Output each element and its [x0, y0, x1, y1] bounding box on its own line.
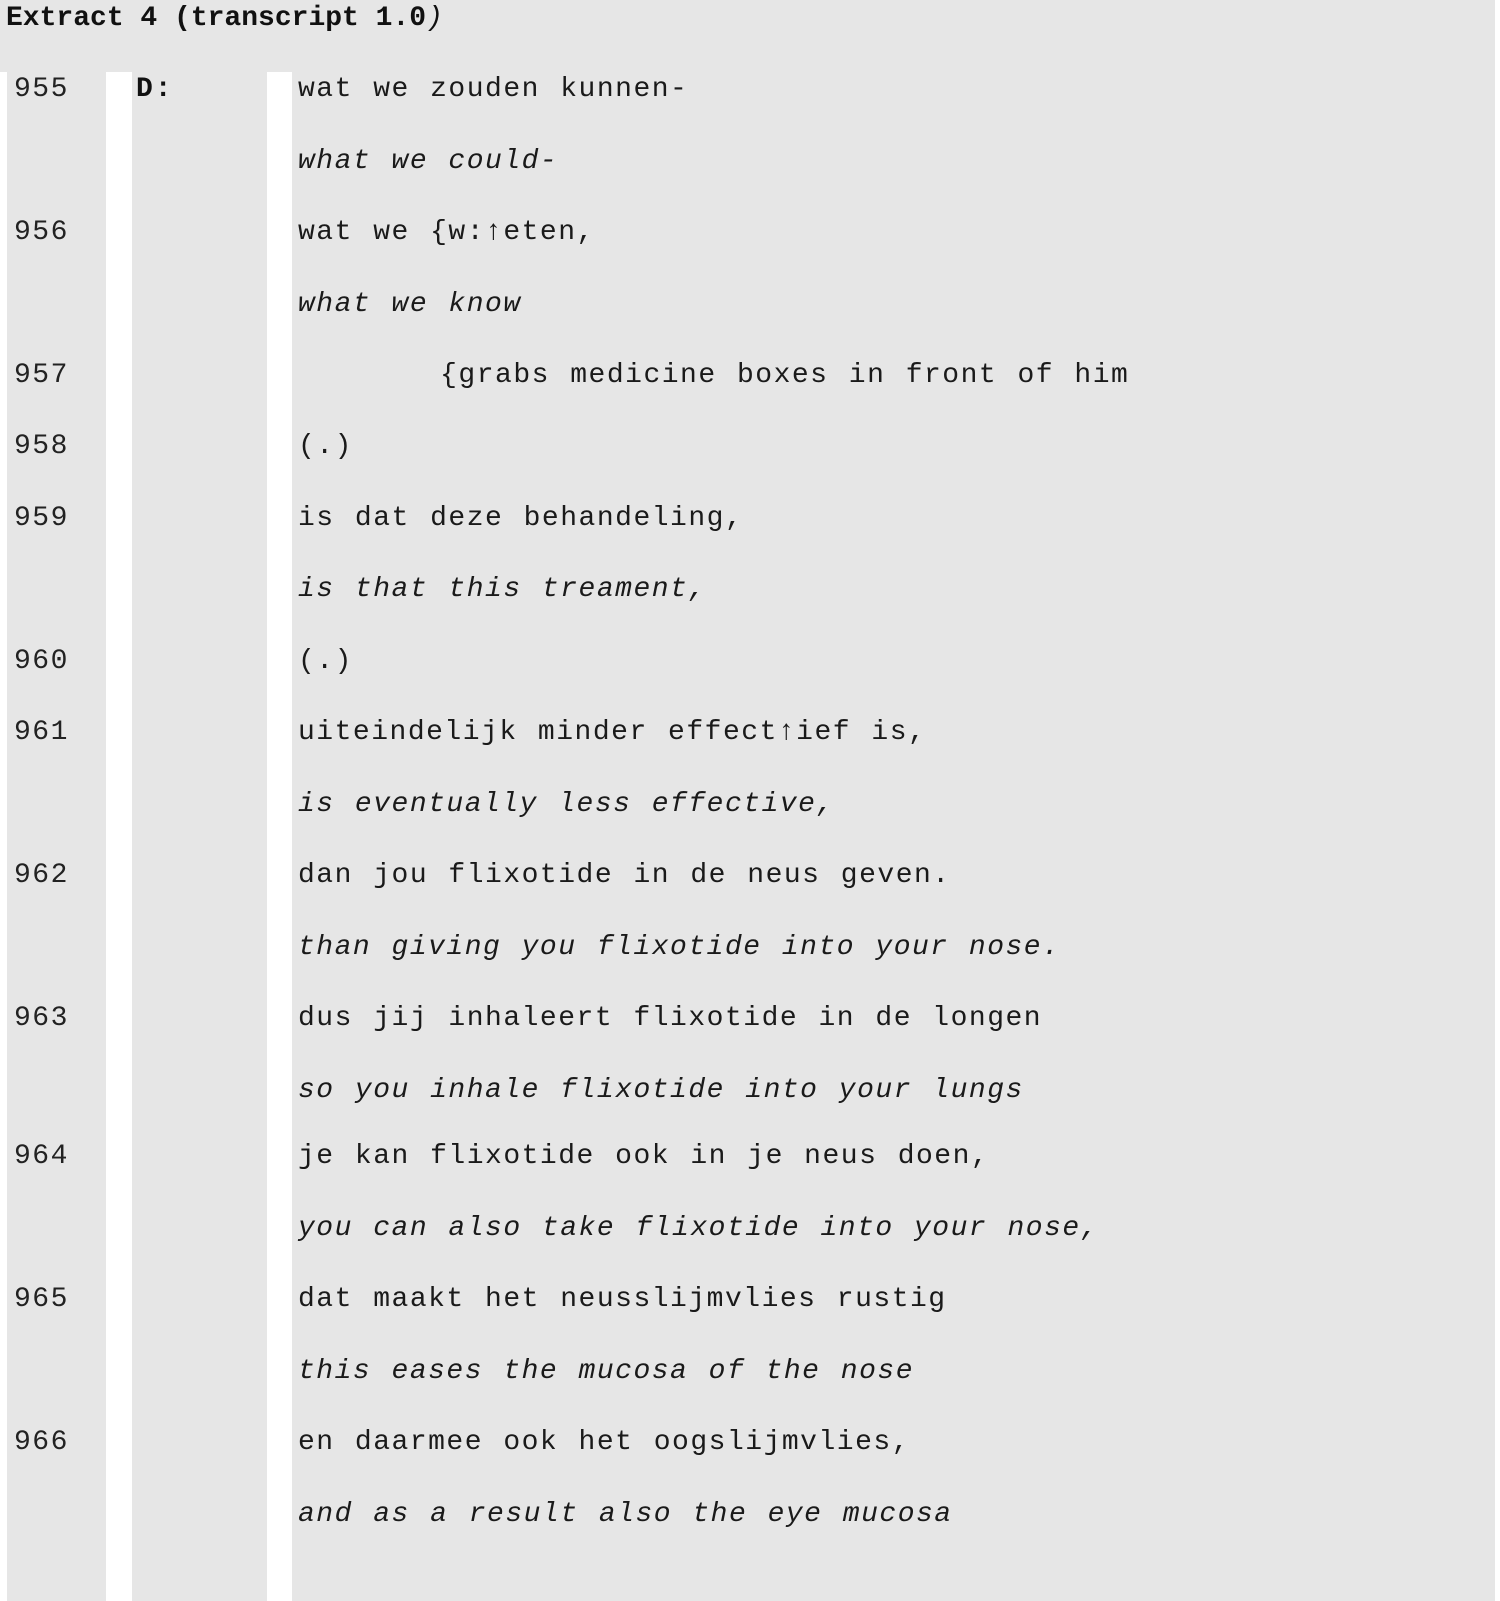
- line-number: 958: [14, 431, 69, 462]
- utterance-text: is dat deze behandeling,: [298, 503, 744, 534]
- utterance-text: wat we {w:↑eten,: [298, 217, 595, 248]
- line-number: 959: [14, 503, 69, 534]
- utterance-text: dus jij inhaleert flixotide in de longen: [298, 1003, 1043, 1034]
- utterance-text: dan jou flixotide in de neus geven.: [298, 860, 951, 891]
- line-number: 955: [14, 74, 69, 105]
- line-number: 962: [14, 860, 69, 891]
- extract-title-closing-paren: ): [426, 3, 443, 34]
- action-annotation: {grabs medicine boxes in front of him: [298, 360, 1130, 391]
- line-number: 965: [14, 1284, 69, 1315]
- line-number: 966: [14, 1427, 69, 1458]
- utterance-translation: is that this treament,: [298, 574, 707, 605]
- utterance-translation: what we could-: [298, 146, 559, 177]
- line-number: 960: [14, 646, 69, 677]
- line-number-column: [7, 72, 106, 1601]
- utterance-text: dat maakt het neusslijmvlies rustig: [298, 1284, 947, 1315]
- line-number: 961: [14, 717, 69, 748]
- utterance-translation: so you inhale flixotide into your lungs: [298, 1075, 1024, 1106]
- speaker-label: D:: [136, 74, 174, 105]
- line-number: 963: [14, 1003, 69, 1034]
- speaker-column: [132, 72, 267, 1601]
- line-number: 957: [14, 360, 69, 391]
- pause-marker: (.): [298, 431, 353, 462]
- utterance-translation: than giving you flixotide into your nose.: [298, 932, 1061, 963]
- extract-title: [6, 2, 443, 36]
- utterance-translation: this eases the mucosa of the nose: [298, 1356, 914, 1387]
- pause-marker: (.): [298, 646, 353, 677]
- utterance-translation: and as a result also the eye mucosa: [298, 1499, 953, 1530]
- utterance-text: je kan flixotide ook in je neus doen,: [298, 1141, 990, 1172]
- line-number: 956: [14, 217, 69, 248]
- line-number: 964: [14, 1141, 69, 1172]
- utterance-translation: what we know: [298, 289, 522, 320]
- utterance-translation: you can also take flixotide into your nose,: [298, 1213, 1100, 1244]
- extract-title-bar: [0, 0, 1495, 72]
- utterance-text: uiteindelijk minder effect↑ief is,: [298, 717, 927, 748]
- utterance-text: en daarmee ook het oogslijmvlies,: [298, 1427, 910, 1458]
- utterance-translation: is eventually less effective,: [298, 789, 835, 820]
- utterance-text: wat we zouden kunnen-: [298, 74, 689, 105]
- extract-title-main: Extract 4 (transcript 1.0: [6, 3, 427, 34]
